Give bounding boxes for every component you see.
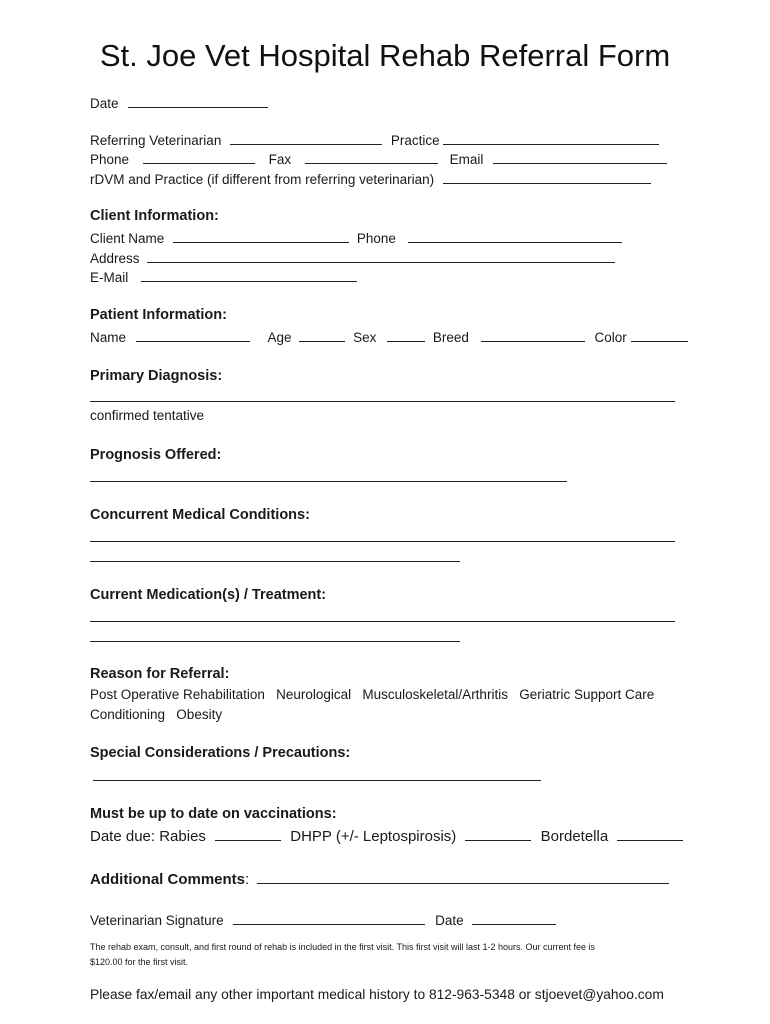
- fee-note-line-1: The rehab exam, consult, and first round of rehab is included in the first visit. This first visit will last 1-2 hours. Our current fee is: [90, 942, 596, 952]
- client-name-label: Client Name: [90, 231, 165, 246]
- client-address-label: Address: [90, 251, 140, 266]
- diagnosis-options: confirmed tentative: [90, 408, 205, 423]
- fee-note-line-2: $120.00 for the first visit.: [90, 957, 189, 967]
- special-line-row: [93, 767, 541, 785]
- comments-colon: :: [245, 871, 250, 888]
- signature-field[interactable]: [233, 911, 425, 925]
- patient-breed-label: Breed: [432, 330, 469, 345]
- medication-heading: Current Medication(s) / Treatment:: [90, 587, 327, 603]
- patient-breed-field[interactable]: [481, 328, 585, 342]
- prognosis-line-row: [90, 468, 567, 486]
- patient-name-field[interactable]: [136, 328, 250, 342]
- special-heading: Special Considerations / Precautions:: [90, 745, 351, 761]
- dhpp-label: DHPP (+/- Leptospirosis): [290, 828, 457, 845]
- client-name-field[interactable]: [173, 229, 349, 243]
- medication-field-1[interactable]: [90, 608, 675, 622]
- vaccination-heading: Must be up to date on vaccinations:: [90, 806, 337, 822]
- dhpp-field[interactable]: [465, 827, 531, 841]
- client-email-row: [90, 268, 357, 286]
- practice-label: Practice: [390, 133, 440, 148]
- rabies-field[interactable]: [215, 827, 281, 841]
- email-field[interactable]: [493, 150, 667, 164]
- prognosis-heading: Prognosis Offered:: [90, 447, 222, 463]
- medication-line-2: [90, 628, 460, 646]
- date-field[interactable]: [128, 94, 268, 108]
- signature-date-label: Date: [435, 913, 464, 928]
- rdvm-label: rDVM and Practice (if different from referring veterinarian): [90, 172, 435, 187]
- footer-instructions: Please fax/email any other important medical history to 812-963-5348 or stjoevet@yahoo.com: [90, 987, 664, 1002]
- concurrent-heading: Concurrent Medical Conditions:: [90, 507, 310, 523]
- client-name-row: [90, 229, 622, 247]
- bordetella-field[interactable]: [617, 827, 683, 841]
- referring-vet-row: [90, 131, 659, 149]
- signature-label: Veterinarian Signature: [90, 913, 224, 928]
- phone-label: Phone: [90, 152, 130, 167]
- concurrent-line-1: [90, 528, 675, 546]
- concurrent-line-2: [90, 548, 460, 566]
- patient-sex-label: Sex: [353, 330, 377, 345]
- rdvm-field[interactable]: [443, 170, 651, 184]
- comments-row: [90, 870, 669, 888]
- patient-age-label: Age: [267, 330, 292, 345]
- bordetella-label: Bordetella: [540, 828, 609, 845]
- special-field[interactable]: [93, 767, 541, 781]
- rdvm-row: [90, 170, 651, 188]
- patient-name-label: Name: [90, 330, 127, 345]
- rabies-label: Date due: Rabies: [90, 828, 206, 845]
- form-title: St. Joe Vet Hospital Rehab Referral Form: [99, 38, 671, 73]
- practice-field[interactable]: [443, 131, 659, 145]
- patient-color-label: Color: [594, 330, 627, 345]
- client-phone-field[interactable]: [408, 229, 622, 243]
- fax-label: Fax: [268, 152, 292, 167]
- concurrent-field-2[interactable]: [90, 548, 460, 562]
- client-email-field[interactable]: [141, 268, 357, 282]
- referral-heading: Reason for Referral:: [90, 666, 230, 682]
- diagnosis-field[interactable]: [90, 388, 675, 402]
- signature-date-field[interactable]: [472, 911, 556, 925]
- patient-heading: Patient Information:: [90, 307, 227, 323]
- comments-label: Additional Comments: [90, 871, 246, 888]
- email-label: Email: [449, 152, 484, 167]
- client-email-label: E-Mail: [90, 270, 129, 285]
- prognosis-field[interactable]: [90, 468, 567, 482]
- concurrent-field-1[interactable]: [90, 528, 675, 542]
- patient-sex-field[interactable]: [387, 328, 425, 342]
- medication-line-1: [90, 608, 675, 626]
- referring-vet-label: Referring Veterinarian: [90, 133, 222, 148]
- referral-options-line-2: Conditioning Obesity: [90, 707, 223, 722]
- patient-color-field[interactable]: [631, 328, 688, 342]
- comments-field[interactable]: [257, 870, 669, 884]
- medication-field-2[interactable]: [90, 628, 460, 642]
- contact-row: [90, 150, 667, 168]
- diagnosis-heading: Primary Diagnosis:: [90, 368, 223, 384]
- client-address-row: [90, 249, 615, 267]
- phone-field[interactable]: [143, 150, 255, 164]
- date-row: [90, 94, 268, 112]
- fax-field[interactable]: [305, 150, 438, 164]
- referring-vet-field[interactable]: [230, 131, 382, 145]
- client-phone-label: Phone: [356, 231, 396, 246]
- patient-age-field[interactable]: [299, 328, 345, 342]
- patient-row: [90, 328, 688, 346]
- client-heading: Client Information:: [90, 208, 219, 224]
- client-address-field[interactable]: [147, 249, 615, 263]
- vaccination-row: [90, 827, 683, 845]
- date-label: Date: [90, 96, 119, 111]
- referral-options-line-1: Post Operative Rehabilitation Neurological Musculoskeletal/Arthritis Geriatric Support Care: [90, 687, 655, 702]
- signature-row: [90, 911, 556, 929]
- diagnosis-line-row: [90, 388, 675, 406]
